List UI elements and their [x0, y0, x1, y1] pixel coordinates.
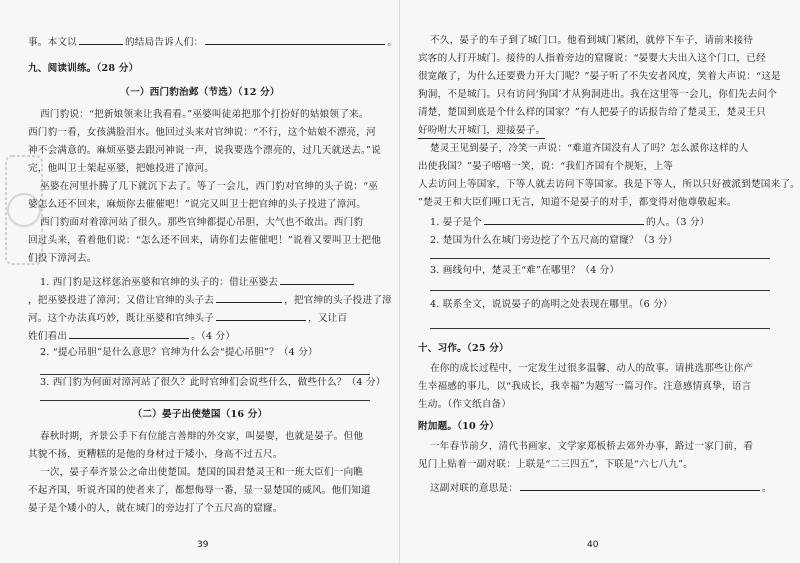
question-two: 2. “提心吊胆”是什么意思？官绅为什么会“提心吊胆”？（4 分） — [40, 347, 318, 358]
question-one-line: 姓们看出 。（4 分） — [28, 328, 235, 344]
question-one-line: 1. 西门豹是这样惩治巫婆和官绅的头子的：借让巫婆去 — [40, 274, 356, 290]
passage-two-line: 其貌不扬，更糟糕的是他的身材过于矮小，身高不过五尺。 — [28, 449, 283, 460]
passage-two-line: ”楚灵王和大臣们哑口无言，知道不是晏子的对手，都变得对他尊敬起来。 — [418, 197, 737, 208]
passage-two-line: 清楚，楚国到底是个什么样的国家？”有人把晏子的话报告给了楚灵王，楚灵王只 — [418, 107, 766, 118]
passage-one-title: （一）西门豹治邺（节选）（12 分） — [120, 87, 280, 98]
passage-two-line: 很宽敞了，为什么还要费力开大门呢？”晏子听了不失安者风度，笑着大声说：“这是 — [418, 71, 781, 82]
passage-one-line: 回过头来，看着他们说：“怎么还不回来，请你们去催催吧！”说着又要叫卫士把他 — [28, 235, 381, 246]
answer-line[interactable] — [430, 258, 770, 259]
answer-blank[interactable] — [280, 274, 354, 285]
passage-one-line: 西门豹面对着漳河站了很久。那些官绅都提心吊胆，大气也不敢出。西门豹 — [40, 217, 364, 228]
passage-one-line: 婆怎么还不回来，麻烦你去催催吧！”说完又叫卫士把官绅的头子投进了漳河。 — [28, 199, 367, 210]
essay-prompt-line: 生幸福感的事儿，以“我成长，我幸福”为题写一篇习作。注意感情真挚，语言 — [418, 381, 752, 392]
answer-blank[interactable] — [216, 292, 282, 303]
passage-two-line: 不起齐国，听说齐国的使者来了，都想侮辱一番，显一显楚国的威风。他们知道 — [28, 485, 371, 496]
passage-two-line: 春秋时期，齐景公手下有位能言善辩的外交家，叫晏婴，也就是晏子。但他 — [40, 431, 364, 442]
bonus-text-line: 见门上贴着一副对联：上联是“二三四五”，下联是“六七八九”。 — [418, 459, 694, 470]
passage-two-line: 一次，晏子奉齐景公之命出使楚国。楚国的国君楚灵王和一班大臣们一向瞧 — [40, 467, 364, 478]
section-ten-heading: 十、习作。（25 分） — [418, 343, 509, 354]
page-number: 40 — [587, 540, 599, 550]
question-four: 4. 联系全文，说说晏子的高明之处表现在哪里。（6 分） — [430, 299, 673, 310]
passage-one-line: 们投下漳河去。 — [28, 253, 97, 264]
answer-blank[interactable] — [79, 34, 123, 45]
essay-prompt-line: 生动。（作文纸自备） — [418, 399, 512, 410]
passage-two-line: 宾客的人打开城门。接待的人指着旁边的窟窿说：“晏婴大夫出入这个门口，已经 — [418, 53, 766, 64]
answer-line[interactable] — [40, 400, 370, 401]
answer-blank[interactable] — [205, 34, 385, 45]
passage-one-line: 西门豹说：“把新娘领来让我看看。”巫婆叫徒弟把那个打扮好的姑娘领了来。 — [40, 109, 369, 120]
intro-question-line: 事。本文以 的结局告诉人们： 。 — [28, 34, 397, 50]
answer-blank[interactable] — [520, 480, 760, 491]
passage-one-line: 完，他叫卫士架起巫婆，把她投进了漳河。 — [28, 163, 215, 174]
bonus-heading: 附加题。（10 分） — [418, 421, 500, 432]
passage-two-line: 狗洞，不是城门。只有访问‘狗国’才从狗洞进出。我在这里等一会儿，你们先去问个 — [418, 89, 778, 100]
section-nine-heading: 九、阅读训练。（28 分） — [28, 63, 139, 74]
answer-blank[interactable] — [69, 328, 189, 339]
passage-one-line: 神不会满意的。麻烦巫婆去跟河神说一声，说我要选个漂亮的，过几天就送去。”说 — [28, 145, 381, 156]
answer-blank[interactable] — [216, 310, 306, 321]
answer-line[interactable] — [40, 374, 370, 375]
passage-two-line: 人去访问上等国家，下等人就去访问下等国家。我是下等人，所以只好被派到楚国来了。 — [418, 179, 800, 190]
passage-one-line: 西门豹一看，女孩满脸泪水。他回过头来对官绅说：“不行，这个姑娘不漂亮，河 — [28, 127, 376, 138]
passage-two-line: 楚灵王见到晏子，冷笑一声说：“难道齐国没有人了吗？怎么派你这样的人 — [430, 143, 749, 154]
question-one-line: 1. 晏子是个 的人。（3 分） — [430, 214, 710, 230]
answer-blank[interactable] — [484, 214, 644, 225]
passage-two-underlined-line: 好吩咐大开城门，迎接晏子。 — [418, 124, 545, 139]
question-three: 3. 画线句中，楚灵王“难”在哪里？（4 分） — [430, 265, 620, 276]
page-number: 39 — [197, 540, 209, 550]
bonus-question: 这副对联的意思是： 。 — [430, 480, 772, 496]
question-one-line: 河。这个办法真巧妙，既让巫婆和官绅头子 ，又让百 — [28, 310, 347, 326]
question-three: 3. 西门豹为何面对漳河站了很久？此时官绅们会说些什么，做些什么？（4 分） — [40, 377, 386, 388]
passage-two-line: 不久，晏子的车子到了城门口。他看到城门紧闭，就停下车子，请前来接待 — [430, 35, 754, 46]
question-two: 2. 楚国为什么在城门旁边挖了个五尺高的窟窿？（3 分） — [430, 235, 678, 246]
bonus-text-line: 一年春节前夕，清代书画家、文学家郑板桥去郊外办事，路过一家门前，看 — [430, 441, 754, 452]
essay-prompt-line: 在你的成长过程中，一定发生过很多温馨、动人的故事。请挑选那些让你产 — [430, 363, 754, 374]
question-one-line: ，把巫婆投进了漳河；又借让官绅的头子去 ，把官绅的头子投进了漳 — [28, 292, 392, 308]
right-page — [400, 0, 800, 563]
answer-line[interactable] — [430, 290, 770, 291]
passage-two-title: （二）晏子出使楚国（16 分） — [132, 409, 268, 420]
passage-two-line: 出使我国？”晏子嘻嘻一笑，说：“我们齐国有个规矩，上等 — [418, 161, 674, 172]
answer-line[interactable] — [430, 328, 770, 329]
passage-one-line: 巫婆在河里扑腾了几下就沉下去了。等了一会儿，西门豹对官绅的头子说：“巫 — [40, 181, 379, 192]
passage-two-line: 晏子是个矮小的人，就在城门的旁边打了个五尺高的窟窿。 — [28, 503, 283, 514]
